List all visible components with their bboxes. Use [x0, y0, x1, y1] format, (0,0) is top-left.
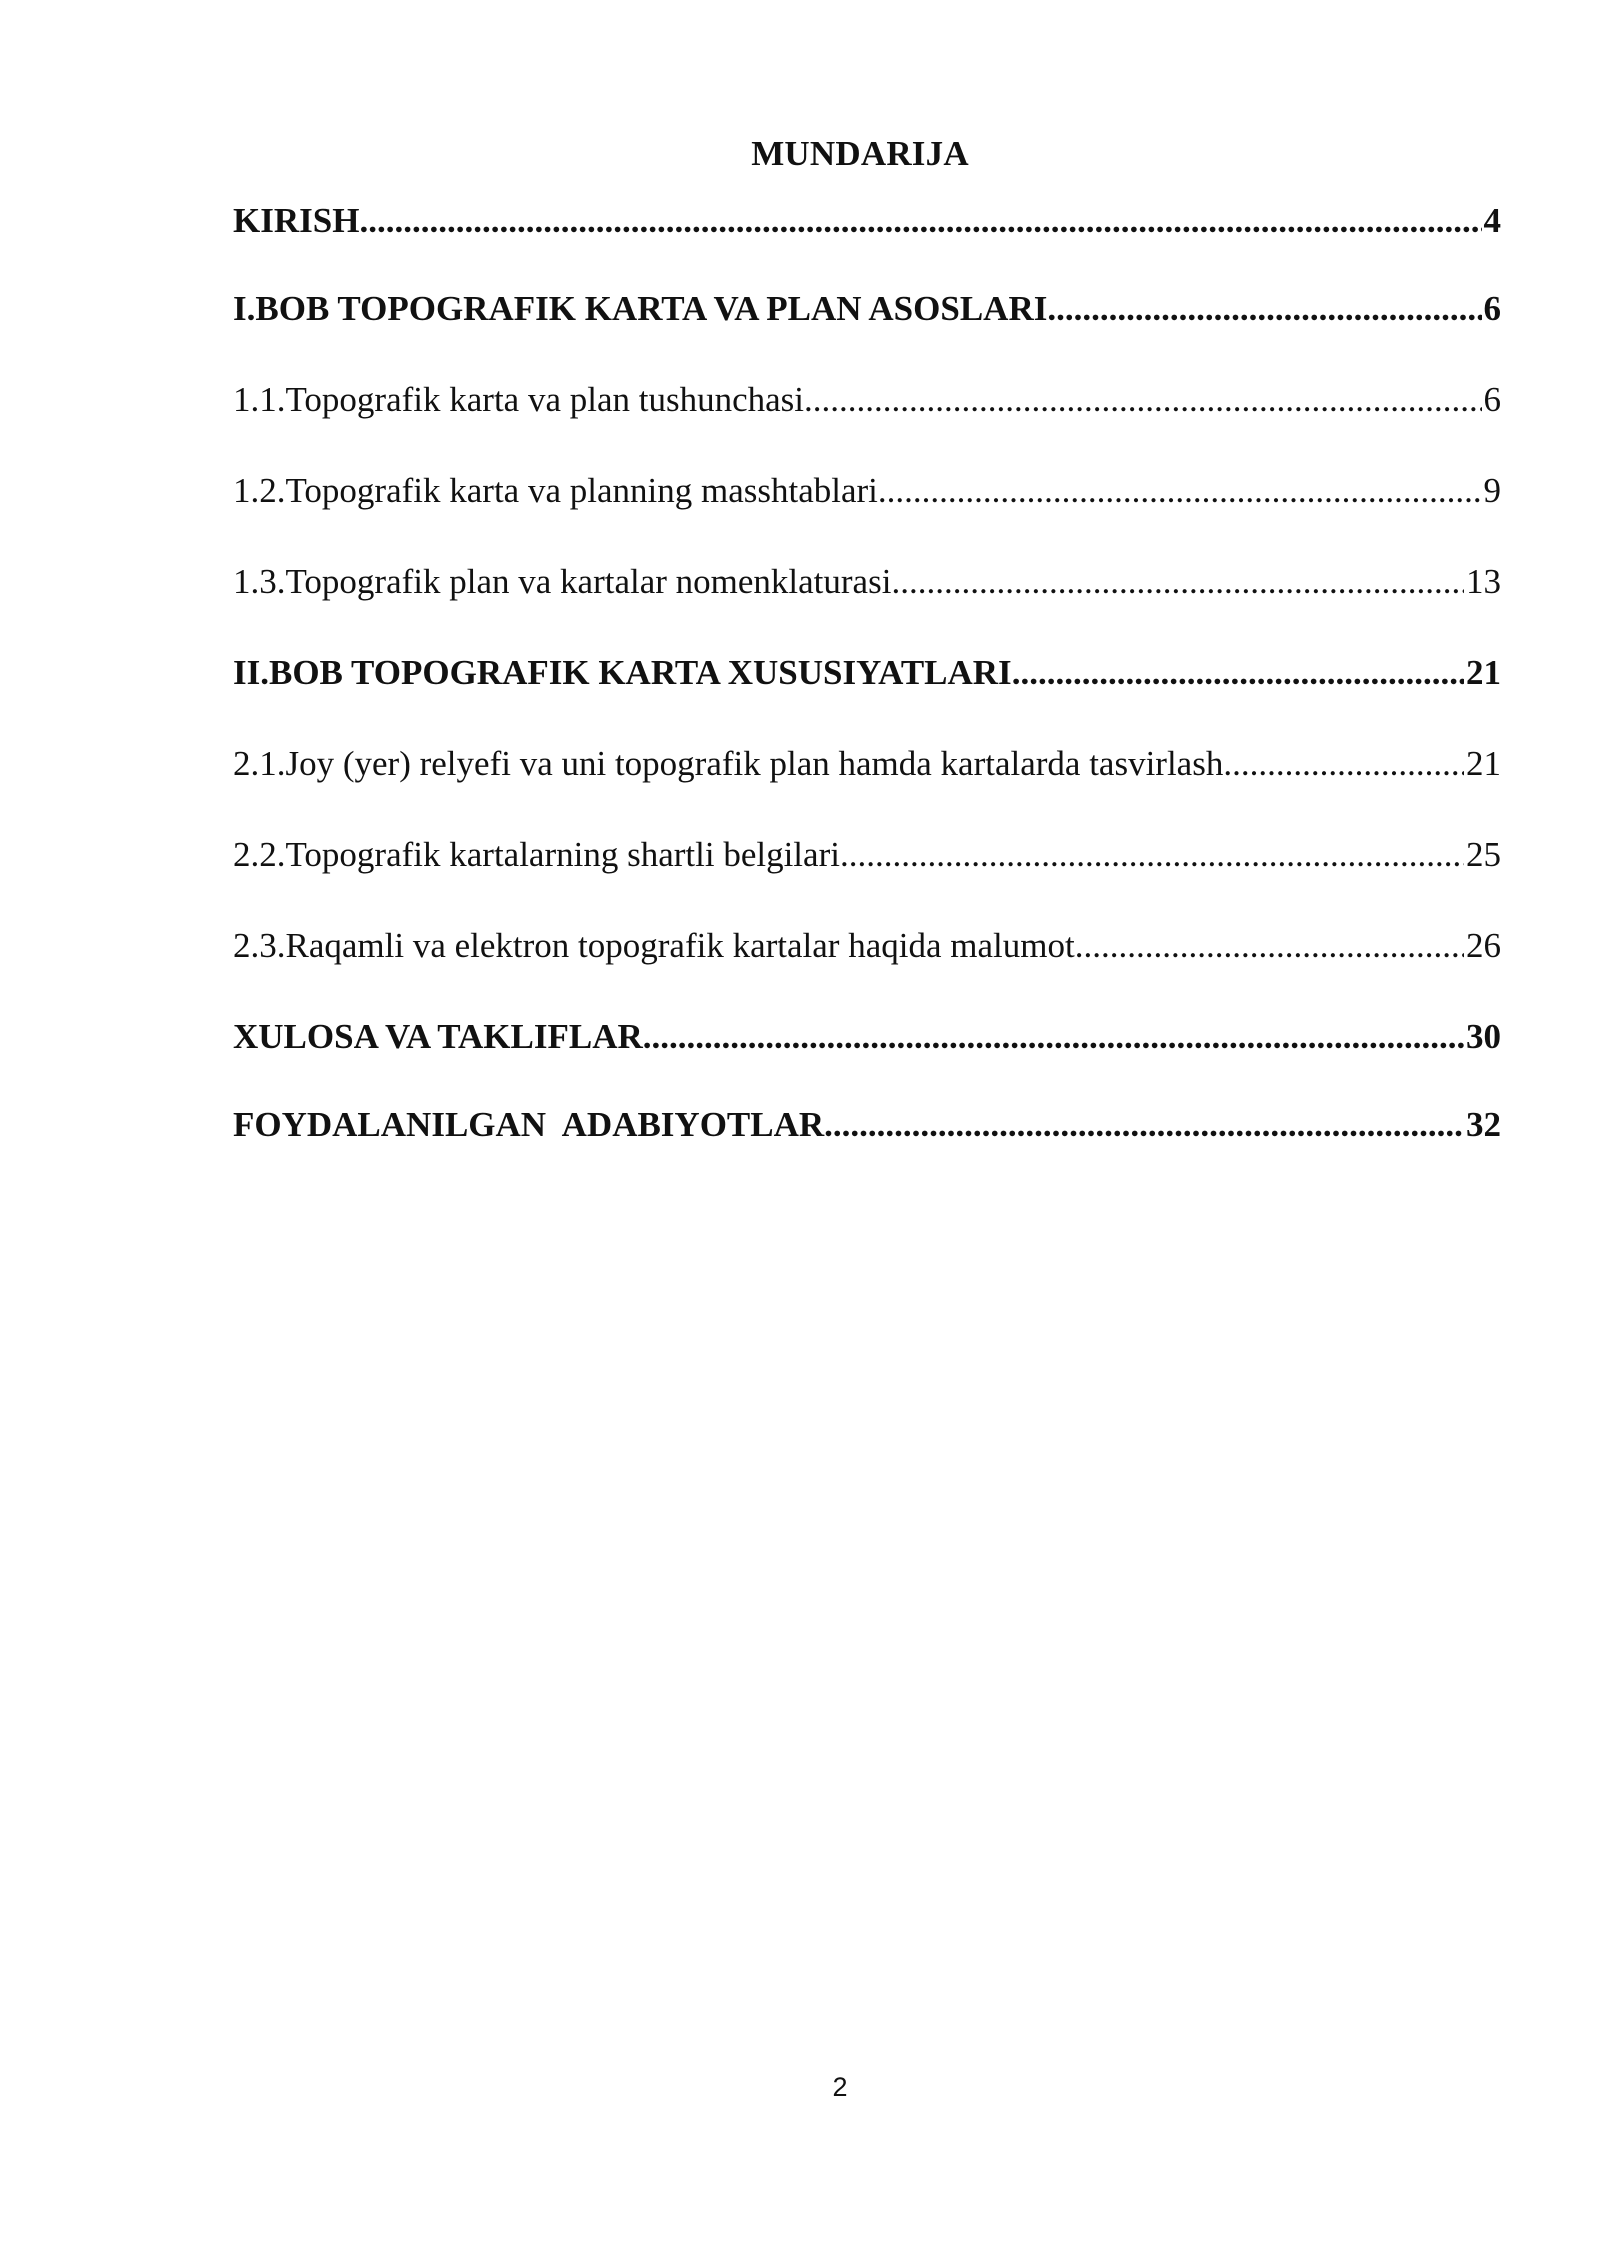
dot-leader [804, 378, 1481, 422]
toc-entry-section-2-1[interactable] [233, 742, 1501, 786]
toc-entry-label: 1.3.Topografik plan va kartalar nomenklaturasi [233, 562, 892, 601]
toc-entry-page: 25 [1466, 835, 1501, 874]
toc-entry-section-2-3[interactable] [233, 924, 1501, 968]
toc-entry-section-2-2[interactable] [233, 833, 1501, 877]
toc-entry-page: 13 [1466, 562, 1501, 601]
toc-entry-label: I.BOB TOPOGRAFIK KARTA VA PLAN ASOSLARI [233, 289, 1048, 328]
dot-leader [891, 560, 1464, 604]
dot-leader [1223, 742, 1464, 786]
dot-leader [824, 1103, 1464, 1147]
toc-entry-section-1-2[interactable] [233, 469, 1501, 513]
toc-entry-page: 30 [1466, 1017, 1501, 1056]
dot-leader [878, 469, 1482, 513]
toc-entry-page: 21 [1466, 653, 1501, 692]
toc-entry-page: 26 [1466, 926, 1501, 965]
toc-entry-page: 21 [1466, 744, 1501, 783]
toc-entry-label: 2.3.Raqamli va elektron topografik kartalar haqida malumot [233, 926, 1075, 965]
dot-leader [1047, 287, 1481, 331]
toc-entry-section-1-3[interactable] [233, 560, 1501, 604]
toc-entry-chapter-2[interactable] [233, 651, 1501, 695]
toc-entry-label: II.BOB TOPOGRAFIK KARTA XUSUSIYATLARI [233, 653, 1012, 692]
toc-entry-label: KIRISH [233, 201, 360, 240]
toc-entry-chapter-1[interactable] [233, 287, 1501, 331]
page-title: MUNDARIJA [751, 134, 969, 173]
toc-entry-page: 6 [1483, 380, 1501, 419]
toc-entry-references[interactable] [233, 1103, 1501, 1147]
toc-entry-label: 2.1.Joy (yer) relyefi va uni topografik plan hamda kartalarda tasvirlash [233, 744, 1224, 783]
toc-entry-label: 1.2.Topografik karta va planning masshtablari [233, 471, 878, 510]
toc-entry-page: 4 [1483, 201, 1501, 240]
toc-entry-label: FOYDALANILGAN ADABIYOTLAR [233, 1105, 825, 1144]
dot-leader [1075, 924, 1464, 968]
toc-entry-label: 1.1.Topografik karta va plan tushunchasi [233, 380, 805, 419]
toc-entry-label: XULOSA VA TAKLIFLAR [233, 1017, 643, 1056]
dot-leader [643, 1015, 1464, 1059]
dot-leader [840, 833, 1464, 877]
dot-leader [1012, 651, 1464, 695]
toc-entry-kirish[interactable] [233, 199, 1501, 243]
toc-entry-conclusion[interactable] [233, 1015, 1501, 1059]
toc-entry-page: 6 [1483, 289, 1501, 328]
dot-leader [359, 199, 1481, 243]
toc-entry-page: 9 [1483, 471, 1501, 510]
toc-entry-section-1-1[interactable] [233, 378, 1501, 422]
toc-entry-page: 32 [1466, 1105, 1501, 1144]
toc-entry-label: 2.2.Topografik kartalarning shartli belgilari [233, 835, 840, 874]
page-number: 2 [832, 2072, 848, 2102]
